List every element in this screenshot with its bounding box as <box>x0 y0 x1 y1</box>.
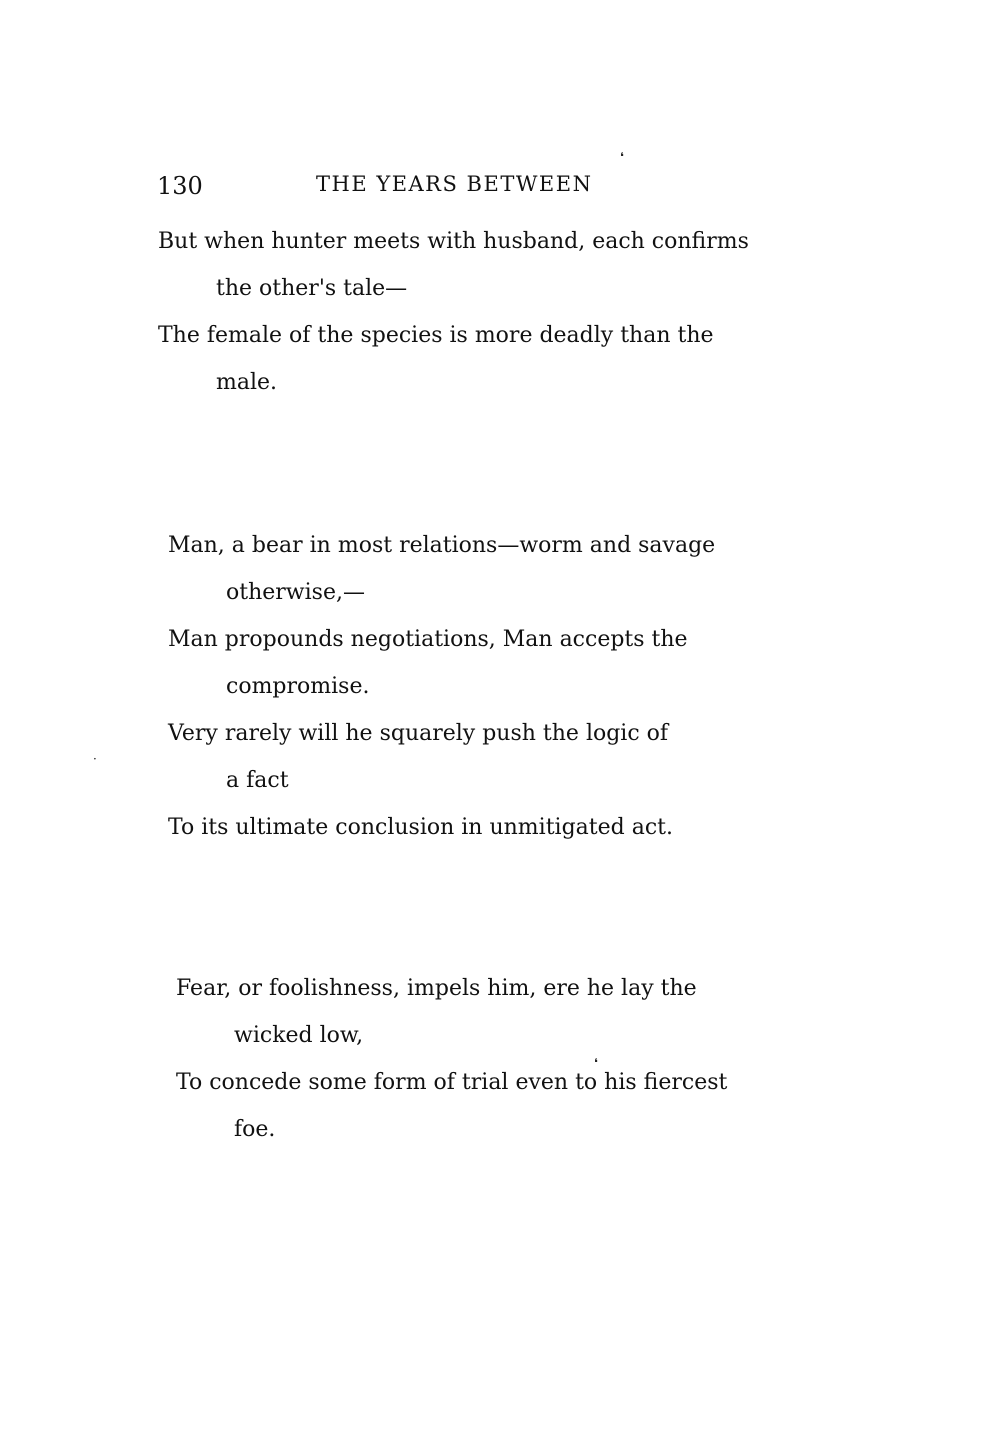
verse-line: Man propounds negotiations, Man accepts the <box>168 627 688 652</box>
verse-line-turnover: male. <box>216 370 278 395</box>
stanza-3 <box>176 965 816 1153</box>
page-number: 130 <box>157 172 203 200</box>
verse-line-turnover: foe. <box>234 1117 276 1142</box>
verse-line: To concede some form of trial even to his fiercest <box>176 1070 728 1095</box>
verse-line: To its ultimate conclusion in unmitigated act. <box>168 815 673 840</box>
scan-speck-icon: ❛ <box>594 1056 598 1070</box>
verse-line: The female of the species is more deadly than the <box>158 323 714 348</box>
verse-line: Fear, or foolishness, impels him, ere he lay the <box>176 976 697 1001</box>
stanza-2 <box>168 522 808 851</box>
scan-speck-icon: · <box>93 752 97 766</box>
verse-line-turnover: the other's tale— <box>216 276 408 301</box>
verse-line: Man, a bear in most relations—worm and savage <box>168 533 716 558</box>
verse-line-turnover: wicked low, <box>234 1023 364 1048</box>
stanza-1 <box>158 218 798 406</box>
verse-line-turnover: a fact <box>226 768 289 793</box>
verse-line: Very rarely will he squarely push the logic of <box>168 721 669 746</box>
verse-line: But when hunter meets with husband, each confirms <box>158 229 749 254</box>
verse-line-turnover: otherwise,— <box>226 580 365 605</box>
running-head: THE YEARS BETWEEN <box>316 172 593 196</box>
verse-line-turnover: compromise. <box>226 674 370 699</box>
scan-speck-icon: ❛ <box>620 150 624 164</box>
